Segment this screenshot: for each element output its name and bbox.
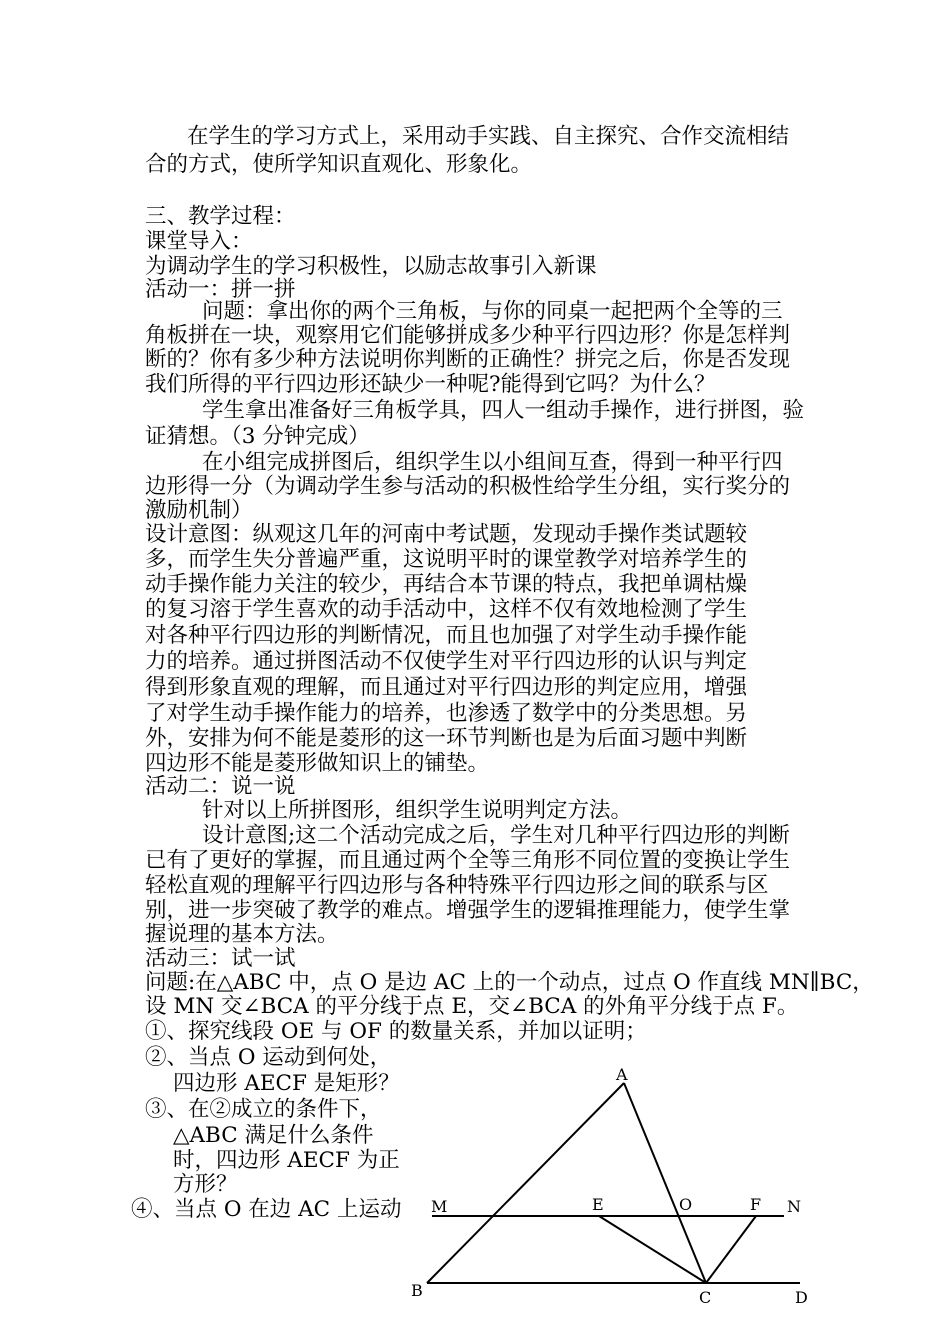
segment-ce xyxy=(599,1216,706,1283)
activity1-design-line: 得到形象直观的理解，而且通过对平行四边形的判定应用，增强 xyxy=(145,675,748,700)
activity3-item-3-cont: 方形？ xyxy=(173,1172,238,1197)
activity2-design-line: 轻松直观的理解平行四边形与各种特殊平行四边形之间的联系与区 xyxy=(145,873,769,898)
activity1-design-line: 设计意图：纵观这几年的河南中考试题，发现动手操作类试题较 xyxy=(145,522,748,547)
activity3-item-3: ③、在②成立的条件下， xyxy=(145,1097,382,1122)
intro-line-1: 在学生的学习方式上，采用动手实践、自主探究、合作交流相结 xyxy=(187,124,790,149)
activity1-group-line: 在小组完成拼图后，组织学生以小组间互查，得到一种平行四 xyxy=(202,450,783,475)
import-title: 课堂导入： xyxy=(145,229,253,254)
activity2-design-line: 别，进一步突破了教学的难点。增强学生的逻辑推理能力，使学生掌 xyxy=(145,898,791,923)
label-c: C xyxy=(699,1288,712,1307)
activity1-question-line: 角板拼在一块，观察用它们能够拼成多少种平行四边形？你是怎样判 xyxy=(145,323,791,348)
activity1-title: 活动一：拼一拼 xyxy=(145,277,296,302)
label-m: M xyxy=(431,1197,448,1216)
triangle-diagram xyxy=(400,1060,820,1310)
activity1-design-line: 多，而学生失分普遍严重，这说明平时的课堂教学对培养学生的 xyxy=(145,547,748,572)
activity2-design-line: 握说理的基本方法。 xyxy=(145,922,339,947)
segment-ab xyxy=(427,1083,624,1283)
activity1-design-line: 力的培养。通过拼图活动不仅使学生对平行四边形的认识与判定 xyxy=(145,649,748,674)
segment-ac xyxy=(624,1083,706,1283)
activity2-design-line: 已有了更好的掌握，而且通过两个全等三角形不同位置的变换让学生 xyxy=(145,848,791,873)
section-heading: 三、教学过程： xyxy=(145,204,296,229)
label-o: O xyxy=(679,1195,693,1214)
label-n: N xyxy=(787,1197,801,1216)
activity1-design-line: 对各种平行四边形的判断情况，而且也加强了对学生动手操作能 xyxy=(145,623,748,648)
activity1-question-line: 我们所得的平行四边形还缺少一种呢?能得到它吗？为什么？ xyxy=(145,372,716,397)
activity2-design-line: 设计意图;这二个活动完成之后，学生对几种平行四边形的判断 xyxy=(202,823,790,848)
activity1-design-line: 了对学生动手操作能力的培养，也渗透了数学中的分类思想。另 xyxy=(145,701,748,726)
activity1-question-line: 断的？你有多少种方法说明你判断的正确性？拼完之后，你是否发现 xyxy=(145,347,791,372)
activity3-item-1: ①、探究线段 OE 与 OF 的数量关系，并加以证明； xyxy=(145,1019,647,1044)
activity3-item-2-cont: 四边形 AECF 是矩形？ xyxy=(173,1071,400,1096)
segment-cf xyxy=(706,1216,756,1283)
label-f: F xyxy=(750,1195,762,1214)
activity1-design-line: 动手操作能力关注的较少，再结合本节课的特点，我把单调枯燥 xyxy=(145,572,748,597)
label-e: E xyxy=(592,1195,604,1214)
activity1-design-line: 的复习溶于学生喜欢的动手活动中，这样不仅有效地检测了学生 xyxy=(145,597,748,622)
activity3-item-2: ②、当点 O 运动到何处， xyxy=(145,1045,392,1070)
activity2-text: 针对以上所拼图形，组织学生说明判定方法。 xyxy=(202,798,633,823)
activity3-item-3-cont: △ABC 满足什么条件 xyxy=(173,1123,374,1148)
activity3-problem-line: 问题:在△ABC 中，点 O 是边 AC 上的一个动点，过点 O 作直线 MN∥BC， xyxy=(145,970,874,995)
geometry-figure xyxy=(400,1060,820,1310)
activity2-title: 活动二：说一说 xyxy=(145,774,296,799)
import-text: 为调动学生的学习积极性，以励志故事引入新课 xyxy=(145,254,597,279)
activity1-operation-line: 学生拿出准备好三角板学具，四人一组动手操作，进行拼图，验 xyxy=(202,398,805,423)
label-a: A xyxy=(616,1065,628,1084)
activity3-problem-line: 设 MN 交∠BCA 的平分线于点 E，交∠BCA 的外角平分线于点 F。 xyxy=(145,994,799,1019)
activity1-group-line: 激励机制） xyxy=(145,498,253,523)
label-b: B xyxy=(411,1281,423,1300)
activity3-item-4: ④、当点 O 在边 AC 上运动 xyxy=(131,1197,402,1222)
intro-line-2: 合的方式，使所学知识直观化、形象化。 xyxy=(145,152,533,177)
label-d: D xyxy=(795,1288,808,1307)
activity1-group-line: 边形得一分（为调动学生参与活动的积极性给学生分组，实行奖分的 xyxy=(145,474,791,499)
activity1-operation-line: 证猜想。（3 分钟完成） xyxy=(145,424,370,449)
activity3-item-3-cont: 时，四边形 AECF 为正 xyxy=(173,1148,400,1173)
activity1-question-line: 问题：拿出你的两个三角板，与你的同桌一起把两个全等的三 xyxy=(202,299,783,324)
activity1-design-line: 四边形不能是菱形做知识上的铺垫。 xyxy=(145,751,490,776)
activity1-design-line: 外，安排为何不能是菱形的这一环节判断也是为后面习题中判断 xyxy=(145,726,748,751)
activity3-title: 活动三：试一试 xyxy=(145,946,296,971)
